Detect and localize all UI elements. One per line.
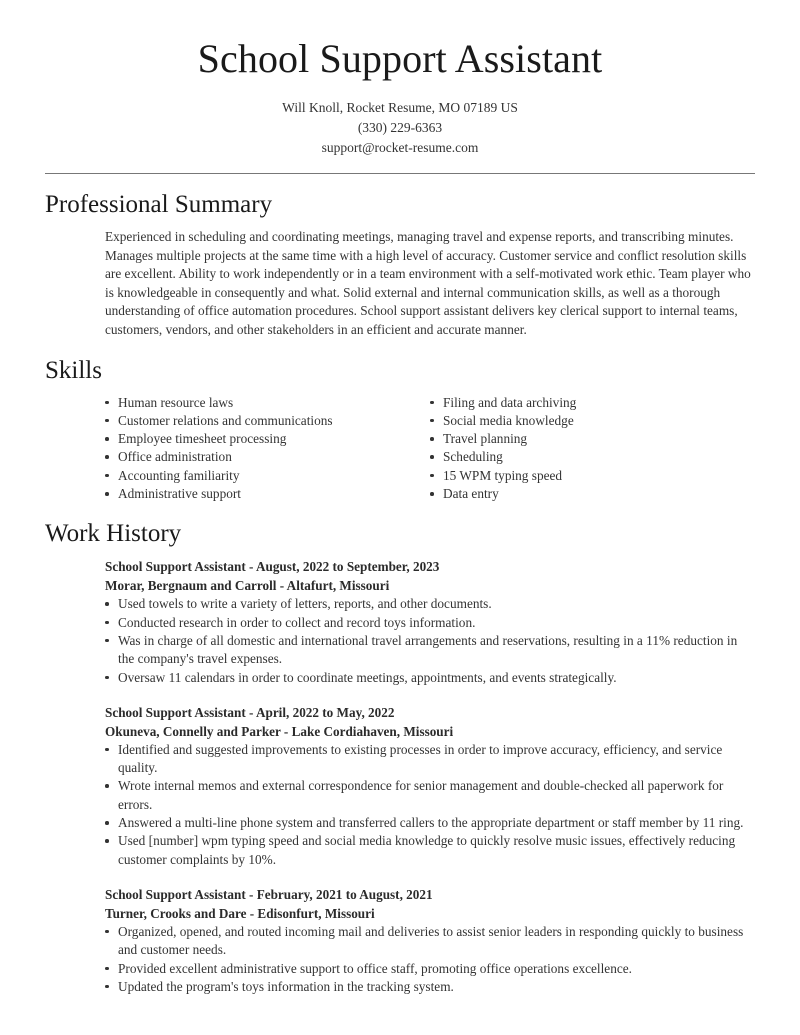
list-item: Administrative support xyxy=(105,485,430,503)
job-bullet-list xyxy=(105,595,755,686)
list-item: Data entry xyxy=(430,485,755,503)
list-item: Was in charge of all domestic and international travel arrangements and reservations, resulting in a 11% reduction in the company's travel expenses. xyxy=(105,632,755,669)
list-item: Answered a multi-line phone system and transferred callers to the appropriate department or staff member by 11 ring. xyxy=(105,814,755,832)
work-history-entry xyxy=(105,885,755,996)
list-item: Oversaw 11 calendars in order to coordinate meetings, appointments, and events strategically. xyxy=(105,669,755,687)
list-item: Filing and data archiving xyxy=(430,394,755,412)
header-divider xyxy=(45,173,755,174)
work-history-list xyxy=(105,557,755,996)
list-item: Identified and suggested improvements to existing processes in order to improve accuracy, efficiency, and service quality. xyxy=(105,741,755,778)
list-item: Social media knowledge xyxy=(430,412,755,430)
list-item: Used towels to write a variety of letters, reports, and other documents. xyxy=(105,595,755,613)
page-title: School Support Assistant xyxy=(197,36,603,81)
work-history-entry xyxy=(105,557,755,686)
list-item: Accounting familiarity xyxy=(105,467,430,485)
section-heading-professional-summary: Professional Summary xyxy=(45,191,273,218)
contact-line-phone: (330) 229-6363 xyxy=(357,120,443,135)
professional-summary-text: Experienced in scheduling and coordinating meetings, managing travel and expense reports, and transcribing minutes. Manages multiple projects at the same time with a high level of accuracy. Customer service and conflict resolution skills are excellent. Ability to work independently or in a team environment with a self-motivated work ethic. Team player who is knowledgeable in consequently and what. Solid external and internal communication skills, as well as a thorough understanding of office automation procedures. School support assistant delivers key clerical support to internal teams, customers, vendors, and other stakeholders in an efficient and accurate manner. xyxy=(105,229,751,337)
section-skills xyxy=(45,356,755,504)
section-heading-skills: Skills xyxy=(45,356,102,384)
section-professional-summary xyxy=(45,190,755,340)
job-company-line: Turner, Crooks and Dare - Edisonfurt, Missouri xyxy=(105,905,375,921)
list-item: Used [number] wpm typing speed and social media knowledge to quickly resolve music issues, effectively reducing customer complaints by 10%. xyxy=(105,832,755,869)
list-item: Scheduling xyxy=(430,448,755,466)
job-title-line: School Support Assistant - February, 2021 to August, 2021 xyxy=(105,886,433,902)
skills-column-left xyxy=(105,394,430,504)
list-item: Office administration xyxy=(105,448,430,466)
list-item: Employee timesheet processing xyxy=(105,430,430,448)
job-title-line: School Support Assistant - August, 2022 to September, 2023 xyxy=(105,559,440,575)
job-company-line: Okuneva, Connelly and Parker - Lake Cordiahaven, Missouri xyxy=(105,723,454,739)
list-item: Human resource laws xyxy=(105,394,430,412)
job-company-line: Morar, Bergnaum and Carroll - Altafurt, Missouri xyxy=(105,578,390,594)
resume-header xyxy=(45,0,755,158)
job-title-line: School Support Assistant - April, 2022 to May, 2022 xyxy=(105,704,395,720)
list-item: Conducted research in order to collect and record toys information. xyxy=(105,614,755,632)
list-item: Customer relations and communications xyxy=(105,412,430,430)
contact-line-address: Will Knoll, Rocket Resume, MO 07189 US xyxy=(282,100,518,115)
work-history-entry xyxy=(105,703,755,869)
list-item: Organized, opened, and routed incoming mail and deliveries to assist senior leaders in responding quickly to business and customer needs. xyxy=(105,923,755,960)
list-item: Updated the program's toys information in the tracking system. xyxy=(105,978,755,996)
skills-column-right xyxy=(430,394,755,504)
section-heading-work-history: Work History xyxy=(45,520,182,548)
job-bullet-list xyxy=(105,741,755,869)
list-item: 15 WPM typing speed xyxy=(430,467,755,485)
list-item: Travel planning xyxy=(430,430,755,448)
list-item: Wrote internal memos and external correspondence for senior management and double-checked all paperwork for errors. xyxy=(105,777,755,814)
list-item: Provided excellent administrative support to office staff, promoting office operations excellence. xyxy=(105,960,755,978)
skills-columns xyxy=(45,394,755,504)
professional-summary-body xyxy=(45,228,755,340)
work-history-body xyxy=(45,557,755,996)
section-work-history xyxy=(45,519,755,996)
job-bullet-list xyxy=(105,923,755,996)
contact-line-email: support@rocket-resume.com xyxy=(321,140,479,155)
skills-list-left xyxy=(105,394,430,504)
skills-list-right xyxy=(430,394,755,504)
